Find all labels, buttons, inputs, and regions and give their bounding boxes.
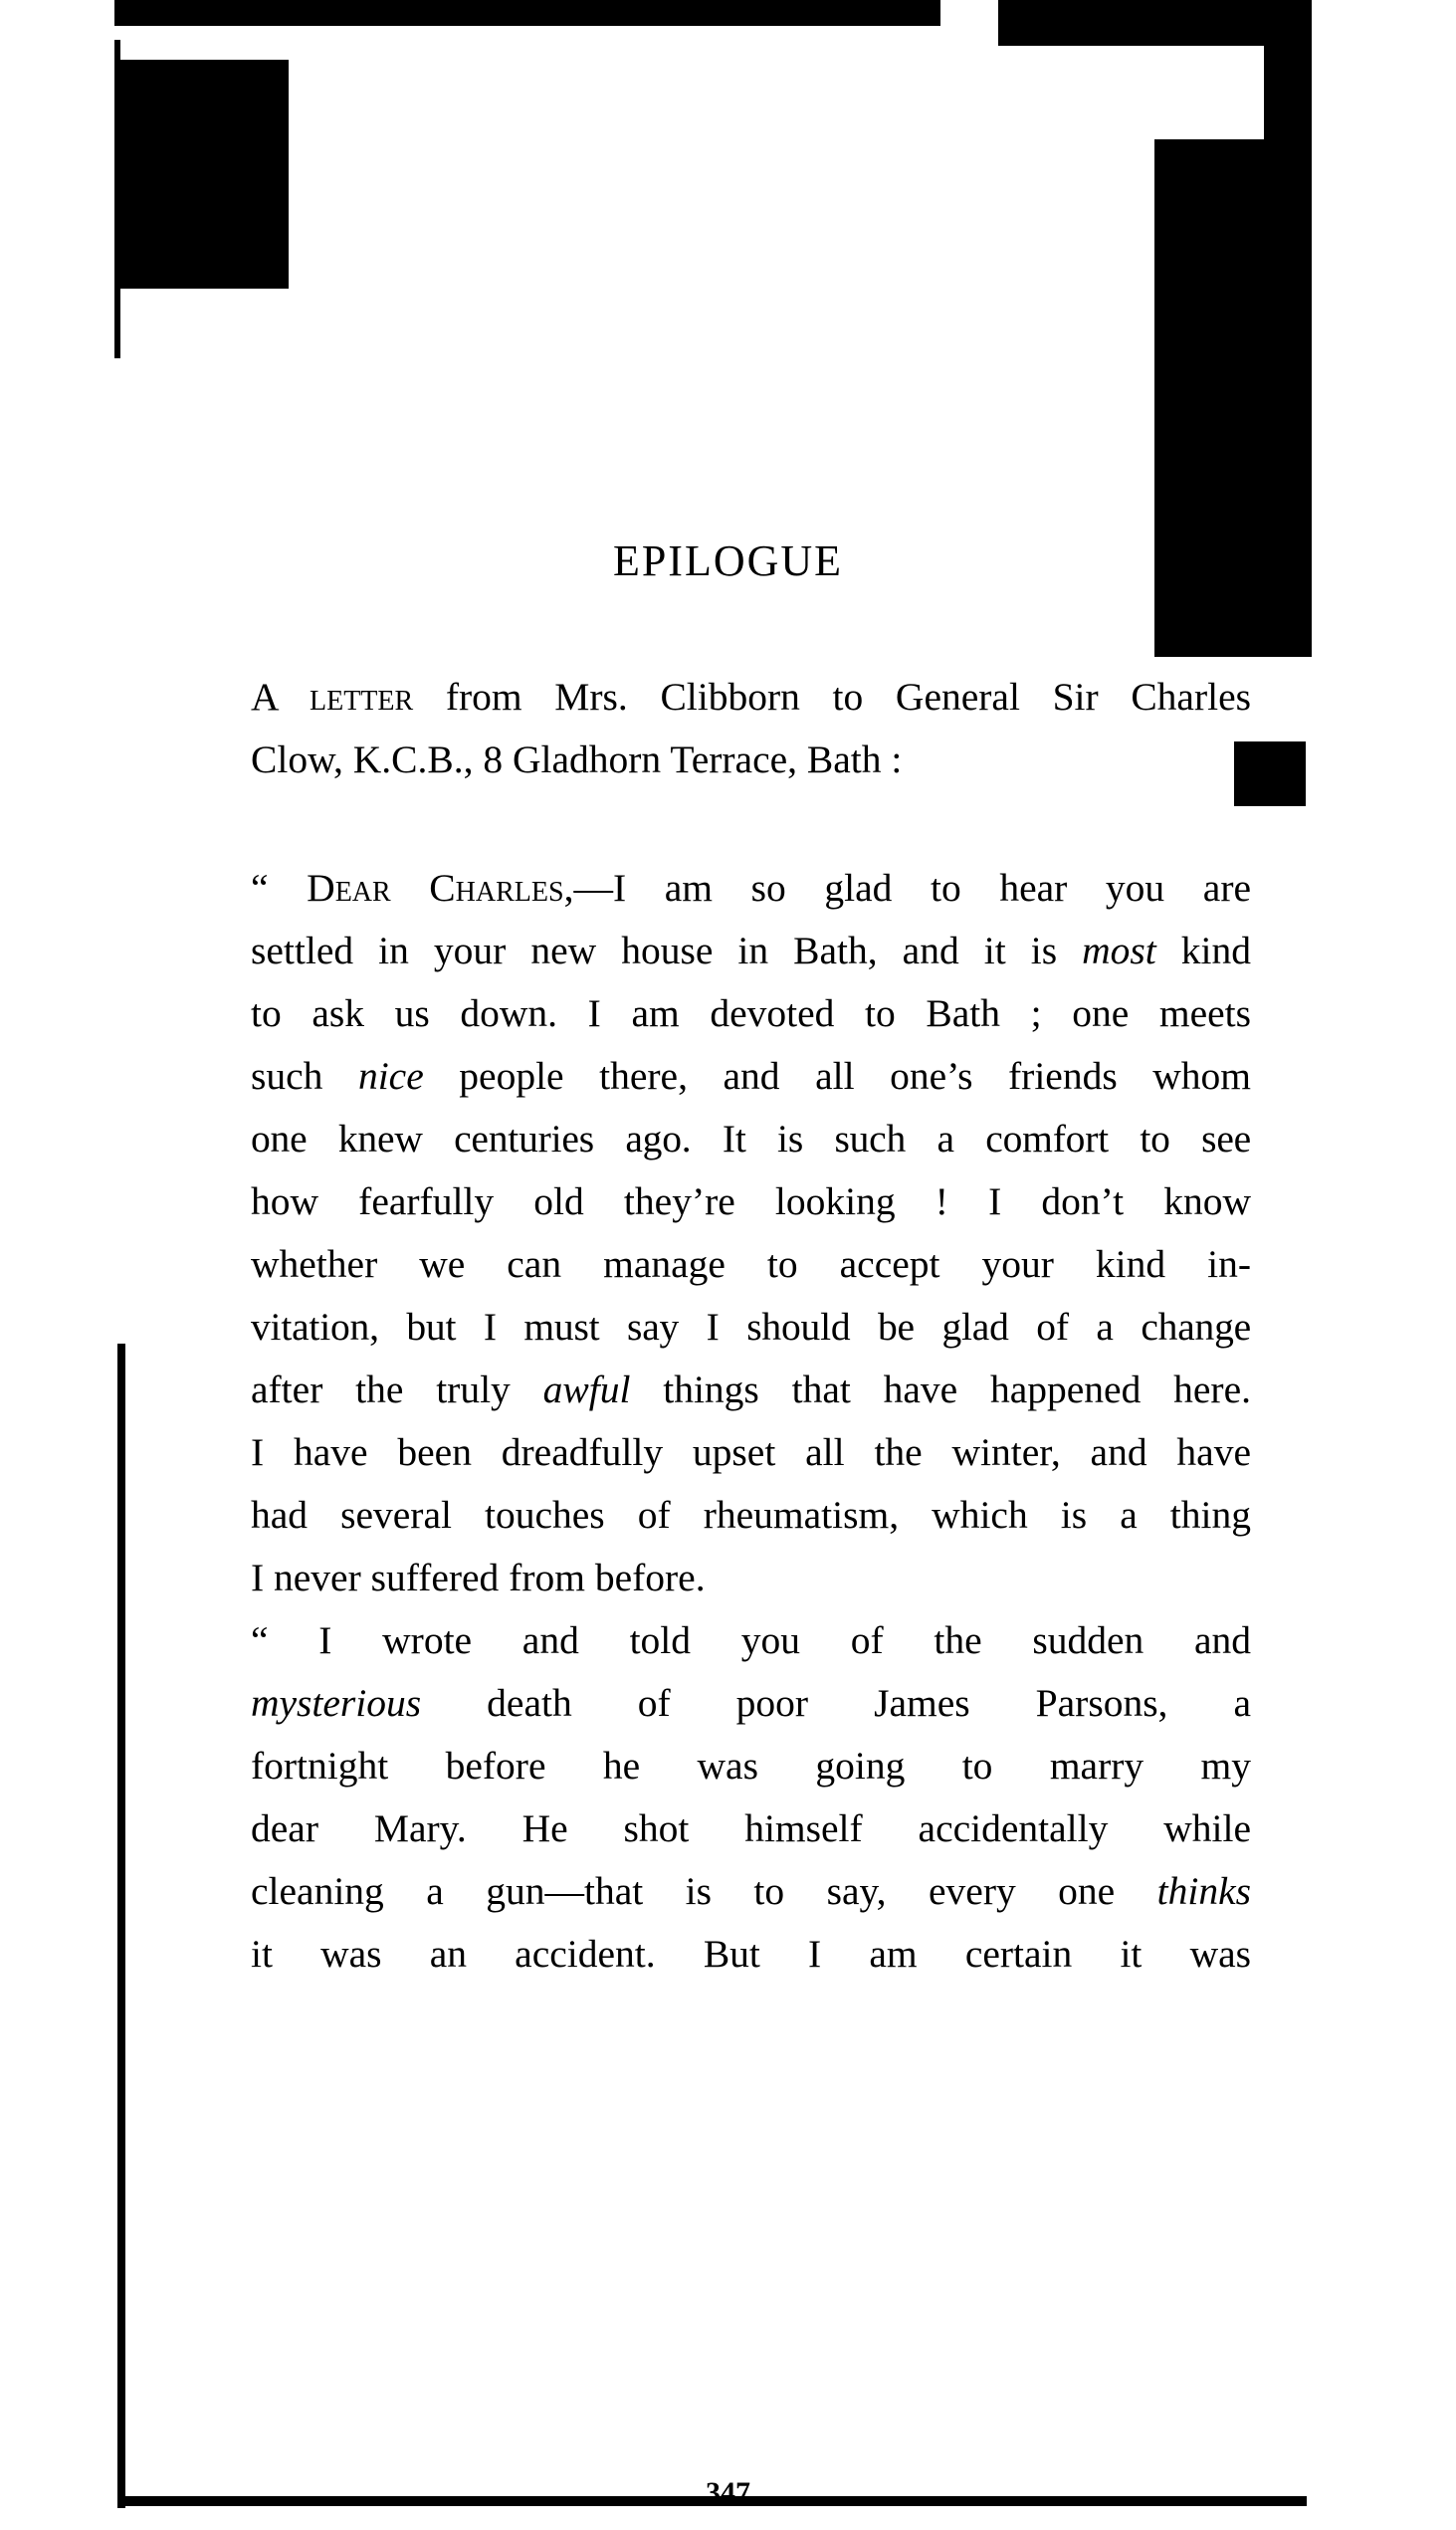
text-line: I have been dreadfully upset all the winter, and have	[251, 1430, 1251, 1474]
scan-border-left-lower	[117, 1344, 125, 2508]
scan-border-left-edge	[114, 40, 120, 358]
text-line: I never suffered from before.	[251, 1556, 706, 1599]
scan-border-top-left	[114, 0, 940, 26]
text-line: settled in your new house in Bath, and it is most kind	[251, 929, 1251, 972]
text-line: cleaning a gun—that is to say, every one thinks	[251, 1869, 1251, 1913]
text-line: after the truly awful things that have happened here.	[251, 1368, 1251, 1411]
text-line: such nice people there, and all one’s friends whom	[251, 1054, 1251, 1098]
text-line: vitation, but I must say I should be glad of a change	[251, 1305, 1251, 1349]
text-line: whether we can manage to accept your kind in-	[251, 1242, 1251, 1286]
text-line: it was an accident. But I am certain it was	[251, 1932, 1251, 1976]
page-number: 347	[706, 2476, 750, 2509]
text-line: one knew centuries ago. It is such a comfort to see	[251, 1117, 1251, 1160]
text-line: A letter from Mrs. Clibborn to General Sir Charles	[251, 675, 1251, 719]
scan-border-left-block	[114, 60, 289, 289]
text-line: fortnight before he was going to marry my	[251, 1744, 1251, 1788]
text-line: mysterious death of poor James Parsons, a	[251, 1681, 1251, 1725]
text-line: Clow, K.C.B., 8 Gladhorn Terrace, Bath :	[251, 738, 903, 781]
text-line: had several touches of rheumatism, which is a thing	[251, 1493, 1251, 1537]
text-line: how fearfully old they’re looking ! I don’t know	[251, 1179, 1251, 1223]
chapter-heading: EPILOGUE	[612, 536, 844, 585]
text-line: “ Dear Charles,—I am so glad to hear you are	[251, 866, 1251, 910]
text-line: to ask us down. I am devoted to Bath ; one meets	[251, 991, 1251, 1035]
text-line: dear Mary. He shot himself accidentally while	[251, 1806, 1251, 1850]
text-line: “ I wrote and told you of the sudden and	[251, 1618, 1251, 1662]
